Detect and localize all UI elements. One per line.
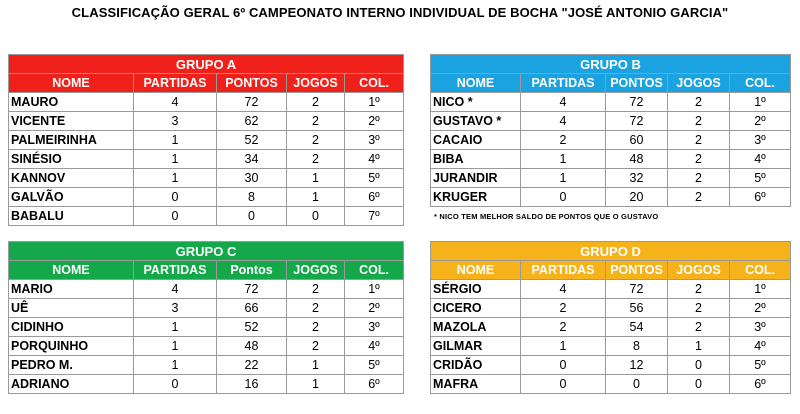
header-nome: NOME bbox=[431, 261, 521, 280]
colocacao-value: 5º bbox=[730, 356, 791, 375]
partidas-value: 1 bbox=[521, 150, 606, 169]
colocacao-value: 3º bbox=[730, 131, 791, 150]
header-partidas: PARTIDAS bbox=[521, 261, 606, 280]
table-row bbox=[431, 280, 791, 299]
table-row bbox=[9, 150, 404, 169]
header-pontos: Pontos bbox=[217, 261, 287, 280]
jogos-value: 1 bbox=[287, 356, 345, 375]
player-name: GILMAR bbox=[431, 337, 521, 356]
player-name: CRIDÃO bbox=[431, 356, 521, 375]
pontos-value: 34 bbox=[217, 150, 287, 169]
table-row bbox=[431, 93, 791, 112]
player-name: UÊ bbox=[9, 299, 134, 318]
player-name: KANNOV bbox=[9, 169, 134, 188]
jogos-value: 2 bbox=[287, 93, 345, 112]
table-grupo-b bbox=[430, 54, 791, 207]
pontos-value: 0 bbox=[217, 207, 287, 226]
player-name: MAZOLA bbox=[431, 318, 521, 337]
jogos-value: 2 bbox=[287, 150, 345, 169]
pontos-value: 72 bbox=[217, 280, 287, 299]
header-partidas: PARTIDAS bbox=[134, 74, 217, 93]
player-name: PEDRO M. bbox=[9, 356, 134, 375]
table-row bbox=[431, 299, 791, 318]
jogos-value: 2 bbox=[668, 150, 730, 169]
pontos-value: 0 bbox=[606, 375, 668, 394]
colocacao-value: 6º bbox=[730, 375, 791, 394]
page-title: CLASSIFICAÇÃO GERAL 6º CAMPEONATO INTERNO INDIVIDUAL DE BOCHA "JOSÉ ANTONIO GARCIA" bbox=[71, 5, 729, 20]
table-row bbox=[431, 188, 791, 207]
partidas-value: 1 bbox=[134, 131, 217, 150]
table-row bbox=[9, 112, 404, 131]
colocacao-value: 2º bbox=[345, 112, 404, 131]
header-nome: NOME bbox=[9, 261, 134, 280]
jogos-value: 0 bbox=[668, 356, 730, 375]
player-name: KRUGER bbox=[431, 188, 521, 207]
table-grupo-a bbox=[8, 54, 404, 226]
partidas-value: 2 bbox=[521, 299, 606, 318]
jogos-value: 2 bbox=[287, 337, 345, 356]
group-title: GRUPO C bbox=[9, 242, 404, 261]
partidas-value: 0 bbox=[134, 207, 217, 226]
group-title: GRUPO B bbox=[431, 55, 791, 74]
header-col: COL. bbox=[345, 261, 404, 280]
partidas-value: 0 bbox=[521, 375, 606, 394]
pontos-value: 72 bbox=[606, 93, 668, 112]
partidas-value: 0 bbox=[134, 375, 217, 394]
header-jogos: JOGOS bbox=[668, 261, 730, 280]
partidas-value: 1 bbox=[521, 169, 606, 188]
table-row bbox=[431, 169, 791, 188]
header-col: COL. bbox=[345, 74, 404, 93]
pontos-value: 8 bbox=[217, 188, 287, 207]
player-name: CACAIO bbox=[431, 131, 521, 150]
table-row bbox=[431, 337, 791, 356]
jogos-value: 2 bbox=[668, 299, 730, 318]
table-row bbox=[9, 207, 404, 226]
player-name: GALVÃO bbox=[9, 188, 134, 207]
colocacao-value: 1º bbox=[730, 93, 791, 112]
jogos-value: 2 bbox=[287, 131, 345, 150]
player-name: BIBA bbox=[431, 150, 521, 169]
pontos-value: 72 bbox=[606, 280, 668, 299]
colocacao-value: 6º bbox=[730, 188, 791, 207]
header-nome: NOME bbox=[431, 74, 521, 93]
player-name: NICO * bbox=[431, 93, 521, 112]
jogos-value: 2 bbox=[668, 93, 730, 112]
player-name: MAURO bbox=[9, 93, 134, 112]
partidas-value: 4 bbox=[521, 280, 606, 299]
colocacao-value: 5º bbox=[345, 169, 404, 188]
jogos-value: 2 bbox=[668, 280, 730, 299]
player-name: VICENTE bbox=[9, 112, 134, 131]
player-name: CICERO bbox=[431, 299, 521, 318]
colocacao-value: 3º bbox=[345, 131, 404, 150]
pontos-value: 52 bbox=[217, 318, 287, 337]
pontos-value: 32 bbox=[606, 169, 668, 188]
player-name: SÉRGIO bbox=[431, 280, 521, 299]
colocacao-value: 2º bbox=[730, 299, 791, 318]
header-pontos: PONTOS bbox=[606, 74, 668, 93]
pontos-value: 8 bbox=[606, 337, 668, 356]
partidas-value: 3 bbox=[134, 112, 217, 131]
colocacao-value: 5º bbox=[730, 169, 791, 188]
partidas-value: 1 bbox=[134, 356, 217, 375]
partidas-value: 0 bbox=[134, 188, 217, 207]
colocacao-value: 2º bbox=[345, 299, 404, 318]
table-row bbox=[9, 93, 404, 112]
jogos-value: 2 bbox=[668, 131, 730, 150]
pontos-value: 54 bbox=[606, 318, 668, 337]
partidas-value: 2 bbox=[521, 318, 606, 337]
partidas-value: 0 bbox=[521, 188, 606, 207]
colocacao-value: 3º bbox=[730, 318, 791, 337]
table-row bbox=[431, 356, 791, 375]
partidas-value: 4 bbox=[134, 280, 217, 299]
partidas-value: 1 bbox=[134, 169, 217, 188]
pontos-value: 62 bbox=[217, 112, 287, 131]
footnote: * NICO TEM MELHOR SALDO DE PONTOS QUE O GUSTAVO bbox=[434, 212, 659, 221]
group-title: GRUPO A bbox=[9, 55, 404, 74]
header-col: COL. bbox=[730, 261, 791, 280]
header-partidas: PARTIDAS bbox=[134, 261, 217, 280]
pontos-value: 60 bbox=[606, 131, 668, 150]
colocacao-value: 5º bbox=[345, 356, 404, 375]
pontos-value: 30 bbox=[217, 169, 287, 188]
header-pontos: PONTOS bbox=[606, 261, 668, 280]
pontos-value: 72 bbox=[217, 93, 287, 112]
colocacao-value: 6º bbox=[345, 188, 404, 207]
player-name: MARIO bbox=[9, 280, 134, 299]
jogos-value: 2 bbox=[287, 280, 345, 299]
table-row bbox=[9, 318, 404, 337]
partidas-value: 1 bbox=[521, 337, 606, 356]
partidas-value: 4 bbox=[521, 93, 606, 112]
pontos-value: 12 bbox=[606, 356, 668, 375]
table-row bbox=[9, 169, 404, 188]
table-grupo-d bbox=[430, 241, 791, 394]
partidas-value: 1 bbox=[134, 318, 217, 337]
jogos-value: 1 bbox=[287, 169, 345, 188]
pontos-value: 22 bbox=[217, 356, 287, 375]
colocacao-value: 4º bbox=[730, 337, 791, 356]
colocacao-value: 1º bbox=[345, 280, 404, 299]
colocacao-value: 4º bbox=[345, 337, 404, 356]
header-partidas: PARTIDAS bbox=[521, 74, 606, 93]
jogos-value: 1 bbox=[668, 337, 730, 356]
partidas-value: 2 bbox=[521, 131, 606, 150]
pontos-value: 16 bbox=[217, 375, 287, 394]
partidas-value: 4 bbox=[134, 93, 217, 112]
table-row bbox=[9, 299, 404, 318]
header-jogos: JOGOS bbox=[287, 74, 345, 93]
jogos-value: 0 bbox=[668, 375, 730, 394]
player-name: PALMEIRINHA bbox=[9, 131, 134, 150]
table-row bbox=[9, 375, 404, 394]
header-jogos: JOGOS bbox=[668, 74, 730, 93]
jogos-value: 2 bbox=[287, 318, 345, 337]
player-name: BABALU bbox=[9, 207, 134, 226]
table-row bbox=[431, 318, 791, 337]
player-name: SINÉSIO bbox=[9, 150, 134, 169]
colocacao-value: 1º bbox=[730, 280, 791, 299]
jogos-value: 2 bbox=[668, 169, 730, 188]
table-row bbox=[431, 112, 791, 131]
colocacao-value: 4º bbox=[730, 150, 791, 169]
pontos-value: 48 bbox=[606, 150, 668, 169]
jogos-value: 1 bbox=[287, 375, 345, 394]
table-row bbox=[9, 188, 404, 207]
partidas-value: 4 bbox=[521, 112, 606, 131]
pontos-value: 56 bbox=[606, 299, 668, 318]
colocacao-value: 4º bbox=[345, 150, 404, 169]
jogos-value: 0 bbox=[287, 207, 345, 226]
table-row bbox=[431, 150, 791, 169]
group-title: GRUPO D bbox=[431, 242, 791, 261]
jogos-value: 2 bbox=[668, 188, 730, 207]
pontos-value: 48 bbox=[217, 337, 287, 356]
player-name: MAFRA bbox=[431, 375, 521, 394]
table-row bbox=[431, 375, 791, 394]
colocacao-value: 6º bbox=[345, 375, 404, 394]
jogos-value: 2 bbox=[287, 112, 345, 131]
player-name: CIDINHO bbox=[9, 318, 134, 337]
table-row bbox=[9, 280, 404, 299]
player-name: ADRIANO bbox=[9, 375, 134, 394]
player-name: PORQUINHO bbox=[9, 337, 134, 356]
header-nome: NOME bbox=[9, 74, 134, 93]
header-jogos: JOGOS bbox=[287, 261, 345, 280]
table-row bbox=[9, 131, 404, 150]
player-name: JURANDIR bbox=[431, 169, 521, 188]
partidas-value: 1 bbox=[134, 150, 217, 169]
table-row bbox=[431, 131, 791, 150]
table-row bbox=[9, 356, 404, 375]
player-name: GUSTAVO * bbox=[431, 112, 521, 131]
header-col: COL. bbox=[730, 74, 791, 93]
jogos-value: 2 bbox=[668, 112, 730, 131]
colocacao-value: 3º bbox=[345, 318, 404, 337]
jogos-value: 2 bbox=[287, 299, 345, 318]
colocacao-value: 1º bbox=[345, 93, 404, 112]
jogos-value: 1 bbox=[287, 188, 345, 207]
partidas-value: 0 bbox=[521, 356, 606, 375]
colocacao-value: 7º bbox=[345, 207, 404, 226]
pontos-value: 72 bbox=[606, 112, 668, 131]
table-row bbox=[9, 337, 404, 356]
table-grupo-c bbox=[8, 241, 404, 394]
pontos-value: 66 bbox=[217, 299, 287, 318]
pontos-value: 52 bbox=[217, 131, 287, 150]
jogos-value: 2 bbox=[668, 318, 730, 337]
colocacao-value: 2º bbox=[730, 112, 791, 131]
partidas-value: 1 bbox=[134, 337, 217, 356]
partidas-value: 3 bbox=[134, 299, 217, 318]
header-pontos: PONTOS bbox=[217, 74, 287, 93]
pontos-value: 20 bbox=[606, 188, 668, 207]
